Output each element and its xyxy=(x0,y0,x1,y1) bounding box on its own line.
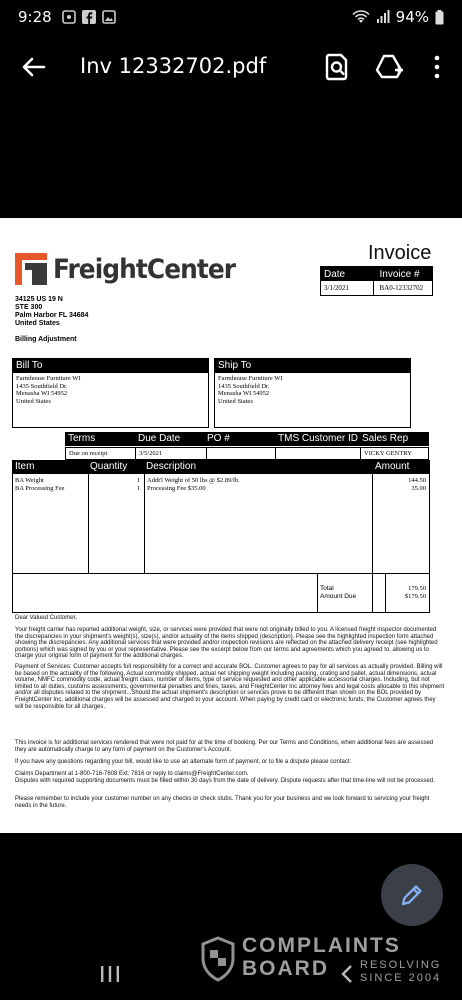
item-header: Item xyxy=(15,461,35,472)
description-column: Addt'l Weight of 50 lbs @ $2.89/lb. Processing Fee $35.00 xyxy=(147,477,240,492)
pencil-icon xyxy=(399,882,425,908)
invoice-info-table xyxy=(320,266,433,296)
paragraph-discrepancy: Your freight carrier has reported additional weight, size, or services were provided that were not originally billed to you. A licensed freight inspector documented the discrepancies in your shipment's weight(s), size(s), and/or actuality of the items shipped (description). Please see the highlighted inspection form attached showing the discrepancies. Any additional services that were provided and/or inspection revisions are reflected on the attached delivery receipt (see highlighted portions) which was signed by you or your representative. Please see the excerpt below from our terms and agreements which you agreed to, allowing us to charge your original form of payment for the additional charges. xyxy=(15,627,438,660)
terms-header-row xyxy=(65,432,429,446)
back-arrow-icon[interactable] xyxy=(18,52,48,82)
bill-to-box: Bill To Farmhouse Furniture WI 1435 Southfield Dr. Menasha WI 54952 United States xyxy=(12,358,209,428)
edit-fab[interactable] xyxy=(381,864,443,926)
freightcenter-logo-icon xyxy=(15,253,47,285)
watermark-complaints: COMPLAINTS xyxy=(242,934,401,957)
total-value: 179.50 xyxy=(408,585,426,592)
terms-value: Due on receipt xyxy=(69,450,108,457)
invoice-date: 3/1/2021 xyxy=(324,284,349,292)
amount-header: Amount xyxy=(375,461,410,472)
document-title: Inv 12332702.pdf xyxy=(80,54,267,78)
invoice-number: BA0-12332702 xyxy=(373,281,432,295)
total-values xyxy=(405,585,426,600)
recents-icon xyxy=(98,963,122,985)
total-labels: Total Amount Due xyxy=(320,585,357,600)
due-date-header: Due Date xyxy=(138,433,181,444)
app-bar xyxy=(0,42,462,92)
watermark-resolving: RESOLVING xyxy=(360,959,442,971)
back-nav-button[interactable] xyxy=(338,962,358,986)
salutation: Dear Valued Customer, xyxy=(15,615,77,621)
battery-icon xyxy=(435,10,444,25)
find-in-page-icon[interactable] xyxy=(322,52,352,82)
invoice-heading: Invoice xyxy=(368,242,432,264)
billing-adjustment-label: Billing Adjustment xyxy=(15,336,77,343)
company-address: 34125 US 19 N STE 300 Palm Harbor FL 34684 United States xyxy=(15,296,89,327)
pdf-page[interactable] xyxy=(0,218,462,833)
quantity-header: Quantity xyxy=(90,461,128,472)
description-header: Description xyxy=(146,461,197,472)
wifi-icon xyxy=(352,10,370,24)
date-header: Date xyxy=(324,268,346,280)
bill-to-header: Bill To xyxy=(13,359,208,373)
company-name: FreightCenter xyxy=(53,253,236,285)
add-to-drive-icon[interactable] xyxy=(374,52,404,82)
paragraph-disputes: Disputes with required supporting documents must be filled within 30 days from the date of delivery. Dispute requests after that time-line will not be processed. xyxy=(15,778,435,784)
watermark-since: SINCE 2004 xyxy=(360,972,442,984)
items-table xyxy=(12,460,430,613)
sales-rep-header: Sales Rep xyxy=(362,433,409,444)
paragraph-closing: Please remember to include your customer number on any checks or check stubs. Thank you for your business and we look forward to servicing your freight needs in the future. xyxy=(15,796,430,809)
ship-to-box: Ship To Farmhouse Furniture WI 1435 Southfield Dr. Menasha WI 54952 United States xyxy=(214,358,411,428)
facebook-icon xyxy=(82,10,96,24)
terms-header: Terms xyxy=(68,433,96,444)
tms-header: TMS Customer ID xyxy=(278,433,359,444)
more-options-icon[interactable] xyxy=(422,52,452,82)
paragraph-claims: Claims Department at 1-800-716-7608 Ext. 7816 or reply to claims@FreightCenter.com. xyxy=(15,771,249,777)
status-bar xyxy=(0,0,462,34)
ship-to-header: Ship To xyxy=(215,359,410,373)
image-icon xyxy=(102,10,116,24)
po-header: PO # xyxy=(207,433,230,444)
amount-column: 144.50 35.00 xyxy=(408,477,426,492)
clock: 9:28 xyxy=(18,8,52,26)
recent-apps-button[interactable] xyxy=(98,963,122,985)
table-row: BA Weight BA Processing Fee xyxy=(15,477,65,492)
terms-row xyxy=(65,447,429,460)
paragraph-questions: If you have any questions regarding your bill, would like to use an alternate form of payment, or to file a dispute please contact: xyxy=(15,759,352,765)
paragraph-additional-services: This invoice is for additional services rendered that were not paid for at the time of booking. Per our Terms and Conditions, when additional fees are assessed they are automatically charge to any form of payment on the Customer's Account. xyxy=(15,740,434,753)
sales-rep-value: VICKY GENTRY xyxy=(364,450,412,457)
amount-due-value: $179.50 xyxy=(404,592,426,600)
notification-icon xyxy=(62,10,76,24)
home-button[interactable] xyxy=(218,962,242,986)
watermark-board: BOARD xyxy=(242,957,329,980)
signal-icon xyxy=(376,10,390,24)
qty-column: 1 1 xyxy=(137,477,141,492)
invoice-number-header: Invoice # xyxy=(373,267,432,281)
paragraph-payment-terms: Payment of Services: Customer accepts full responsibility for a correct and accurate BOL. Customer agrees to pay for all services as actually provided. Billing will be based on the actuality of the following, Actual commodity shipped, actual net shipping weight including packing, crating and pallet, actual dimensions, actual volume, NMFC commodity code, actual freight class, number of items, type of service requested and other applicable accessorial charges. Including, but not limited to all duties, customs assessments, governmental penalties and fines, taxes, and FreightCenter Inc attorney fees and legal costs allocable to this shipment and/or all disputes related to the shipment...Should the actual shipment's description or services prove to be different than shown on the BOL provided by FreightCenter Inc, additional charges will be assessed and charged to your account. When paying by credit card or electronic funds, the Customer agrees they will be responsible for all charges. xyxy=(15,664,445,710)
battery-percent: 94% xyxy=(395,8,429,26)
due-date-value: 3/5/2021 xyxy=(139,450,163,457)
back-chevron-icon xyxy=(338,962,358,986)
company-logo xyxy=(15,253,251,285)
